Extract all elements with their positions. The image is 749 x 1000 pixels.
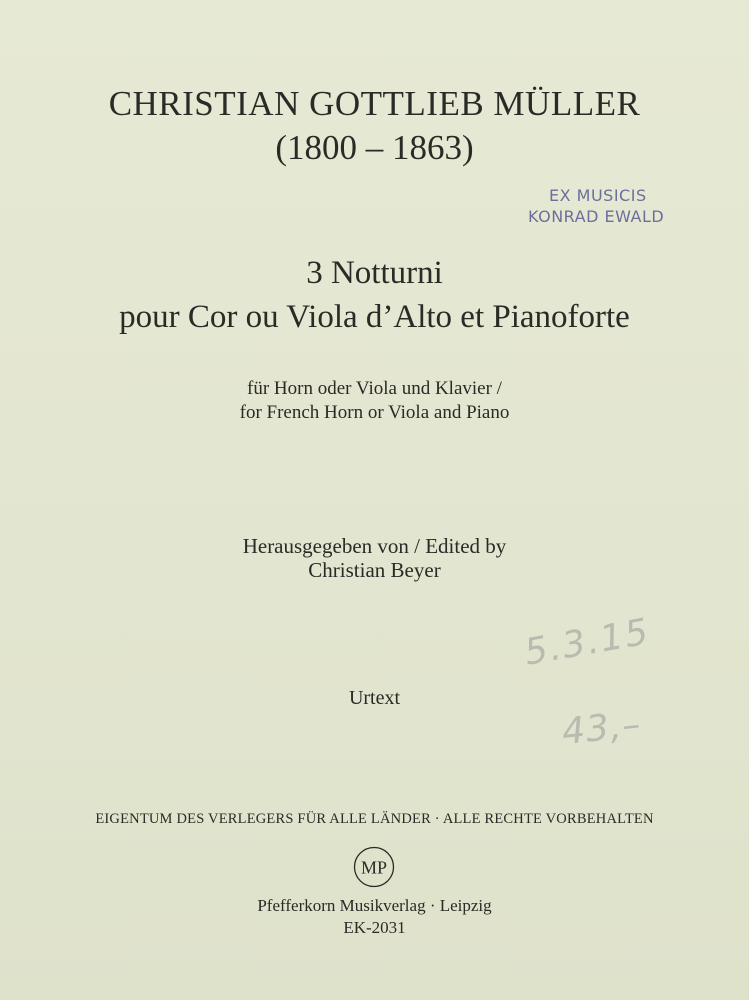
pencil-date-annotation: 5.3.15 xyxy=(521,611,654,674)
work-title: 3 Notturni xyxy=(306,255,443,291)
pencil-price-annotation: 43,– xyxy=(560,703,644,754)
edition-number: EK-2031 xyxy=(343,918,406,937)
edited-by-label: Herausgegeben von / Edited by xyxy=(242,534,507,558)
publisher-logo-text: MP xyxy=(360,857,388,878)
composer-name: CHRISTIAN GOTTLIEB MÜLLER xyxy=(108,84,641,123)
ownership-stamp-line-2: KONRAD EWALD xyxy=(528,207,665,226)
instrumentation-english: for French Horn or Viola and Piano xyxy=(239,402,510,423)
ownership-stamp-line-1: EX MUSICIS xyxy=(549,186,647,205)
rights-notice: EIGENTUM DES VERLEGERS FÜR ALLE LÄNDER · ALLE RECHTE VORBEHALTEN xyxy=(95,811,654,827)
composer-dates: (1800 – 1863) xyxy=(275,128,474,167)
publisher-logo-icon xyxy=(353,846,395,888)
urtext-label: Urtext xyxy=(348,687,401,709)
instrumentation-german: für Horn oder Viola und Klavier / xyxy=(247,378,502,399)
publisher-name: Pfefferkorn Musikverlag · Leipzig xyxy=(257,896,492,915)
work-subtitle: pour Cor ou Viola d’Alto et Pianoforte xyxy=(119,299,630,335)
editor-name: Christian Beyer xyxy=(308,558,441,582)
